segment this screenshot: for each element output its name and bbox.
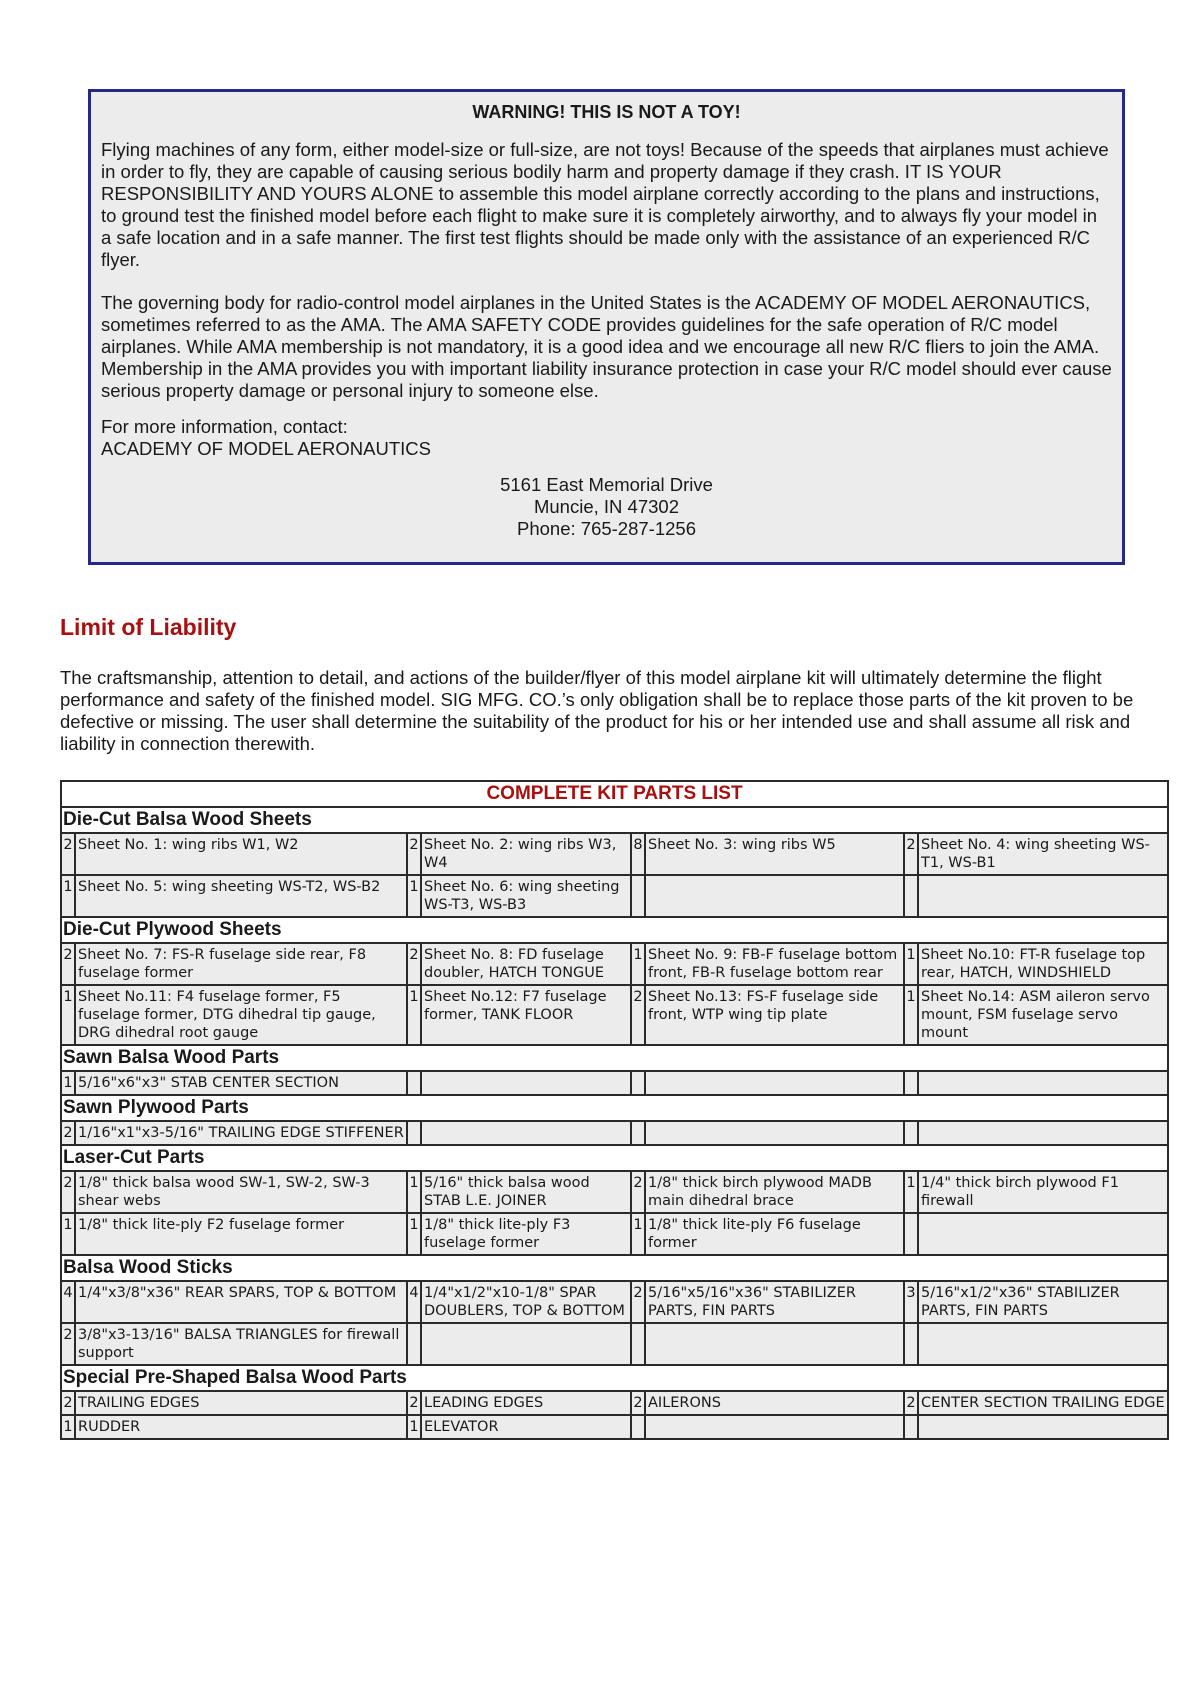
part-quantity: 4 <box>407 1281 421 1323</box>
part-quantity <box>904 1121 918 1145</box>
part-quantity: 2 <box>407 833 421 875</box>
address-city: Muncie, IN 47302 <box>533 496 679 517</box>
part-quantity: 1 <box>407 1415 421 1439</box>
part-description: Sheet No. 3: wing ribs W5 <box>645 833 904 875</box>
part-description: 1/16"x1"x3-5/16" TRAILING EDGE STIFFENER <box>75 1121 407 1145</box>
section-title: Sawn Balsa Wood Parts <box>61 1045 1168 1071</box>
part-quantity <box>407 1071 421 1095</box>
part-description <box>918 1121 1168 1145</box>
part-description: Sheet No.13: FS-F fuselage side front, WTP wing tip plate <box>645 985 904 1045</box>
contact-organization: ACADEMY OF MODEL AERONAUTICS <box>101 438 431 459</box>
part-quantity <box>631 1121 645 1145</box>
part-quantity: 8 <box>631 833 645 875</box>
section-header-row <box>61 1095 1168 1121</box>
parts-row <box>61 1171 1168 1213</box>
part-quantity: 2 <box>631 985 645 1045</box>
section-title: Die-Cut Plywood Sheets <box>61 917 1168 943</box>
part-description: 3/8"x3-13/16" BALSA TRIANGLES for firewall support <box>75 1323 407 1365</box>
part-quantity: 1 <box>407 1171 421 1213</box>
parts-row <box>61 833 1168 875</box>
address-street: 5161 East Memorial Drive <box>500 474 713 495</box>
part-description <box>421 1071 631 1095</box>
parts-row <box>61 1213 1168 1255</box>
part-quantity <box>631 1071 645 1095</box>
part-description: Sheet No.12: F7 fuselage former, TANK FLOOR <box>421 985 631 1045</box>
part-quantity: 2 <box>407 943 421 985</box>
part-quantity: 2 <box>61 1171 75 1213</box>
section-header-row <box>61 1255 1168 1281</box>
parts-row <box>61 875 1168 917</box>
part-quantity: 2 <box>61 943 75 985</box>
parts-row <box>61 1323 1168 1365</box>
part-description: 5/16" thick balsa wood STAB L.E. JOINER <box>421 1171 631 1213</box>
part-quantity: 1 <box>61 985 75 1045</box>
part-description: RUDDER <box>75 1415 407 1439</box>
part-quantity: 2 <box>904 833 918 875</box>
warning-box <box>88 89 1125 565</box>
part-quantity: 2 <box>631 1171 645 1213</box>
part-quantity: 3 <box>904 1281 918 1323</box>
part-quantity <box>904 875 918 917</box>
part-description: CENTER SECTION TRAILING EDGE <box>918 1391 1168 1415</box>
part-description: Sheet No. 9: FB-F fuselage bottom front, FB-R fuselage bottom rear <box>645 943 904 985</box>
part-description <box>645 1415 904 1439</box>
parts-row <box>61 1281 1168 1323</box>
part-description: 5/16"x6"x3" STAB CENTER SECTION <box>75 1071 407 1095</box>
part-quantity: 2 <box>61 833 75 875</box>
part-description: Sheet No. 7: FS-R fuselage side rear, F8 fuselage former <box>75 943 407 985</box>
part-description: 1/8" thick birch plywood MADB main dihedral brace <box>645 1171 904 1213</box>
part-quantity <box>631 875 645 917</box>
liability-paragraph: The craftsmanship, attention to detail, and actions of the builder/flyer of this model airplane kit will ultimately determine the flight performance and safety of the finished model. SIG MFG. CO.’s only obligation shall be to replace those parts of the kit proven to be defective or missing. The user shall determine the suitability of the product for his or her intended use and shall assume all risk and liability in connection therewith. <box>60 667 1134 754</box>
part-description: AILERONS <box>645 1391 904 1415</box>
part-description: Sheet No. 2: wing ribs W3, W4 <box>421 833 631 875</box>
part-quantity: 1 <box>407 1213 421 1255</box>
part-description: Sheet No.14: ASM aileron servo mount, FSM fuselage servo mount <box>918 985 1168 1045</box>
part-description: 1/4" thick birch plywood F1 firewall <box>918 1171 1168 1213</box>
section-header-row <box>61 1145 1168 1171</box>
part-quantity <box>904 1213 918 1255</box>
section-title: Die-Cut Balsa Wood Sheets <box>61 807 1168 833</box>
address-block <box>101 474 1112 540</box>
part-description: 1/8" thick lite-ply F6 fuselage former <box>645 1213 904 1255</box>
part-quantity: 2 <box>61 1323 75 1365</box>
part-quantity: 1 <box>407 875 421 917</box>
section-header-row <box>61 1365 1168 1391</box>
part-quantity: 2 <box>904 1391 918 1415</box>
contact-intro: For more information, contact: <box>101 416 348 437</box>
part-quantity: 1 <box>631 943 645 985</box>
part-quantity: 4 <box>61 1281 75 1323</box>
part-description: Sheet No. 1: wing ribs W1, W2 <box>75 833 407 875</box>
part-description <box>918 1415 1168 1439</box>
warning-paragraph-ama: The governing body for radio-control model airplanes in the United States is the ACADEMY OF MODEL AERONAUTICS, sometimes referred to as the AMA. The AMA SAFETY CODE provides guidelines for the safe operation of R/C model airplanes. While AMA membership is not mandatory, it is a good idea and we encourage all new R/C fliers to join the AMA. Membership in the AMA provides you with important liability insurance protection in case your R/C model should ever cause serious property damage or personal injury to someone else. <box>101 292 1112 401</box>
part-description: Sheet No. 8: FD fuselage doubler, HATCH TONGUE <box>421 943 631 985</box>
part-description: 1/4"x1/2"x10-1/8" SPAR DOUBLERS, TOP & BOTTOM <box>421 1281 631 1323</box>
part-quantity: 1 <box>904 1171 918 1213</box>
section-header-row <box>61 807 1168 833</box>
part-quantity: 1 <box>61 1213 75 1255</box>
part-description <box>645 875 904 917</box>
part-description <box>421 1323 631 1365</box>
part-description: Sheet No. 6: wing sheeting WS-T3, WS-B3 <box>421 875 631 917</box>
section-title: Laser-Cut Parts <box>61 1145 1168 1171</box>
warning-paragraph-safety: Flying machines of any form, either model-size or full-size, are not toys! Because of the speeds that airplanes must achieve in order to fly, they are capable of causing serious bodily harm and property damage if they crash. IT IS YOUR RESPONSIBILITY AND YOURS ALONE to assemble this model airplane correctly according to the plans and instructions, to ground test the finished model before each flight to make sure it is completely airworthy, and to always fly your model in a safe location and in a safe manner. The first test flights should be made only with the assistance of an experienced R/C flyer. <box>101 139 1109 270</box>
parts-row <box>61 985 1168 1045</box>
part-quantity <box>407 1121 421 1145</box>
part-description <box>645 1071 904 1095</box>
part-description <box>918 875 1168 917</box>
parts-list-title: COMPLETE KIT PARTS LIST <box>61 781 1168 807</box>
parts-list-table <box>60 780 1169 1440</box>
part-quantity <box>631 1323 645 1365</box>
part-description: ELEVATOR <box>421 1415 631 1439</box>
part-description: 1/4"x3/8"x36" REAR SPARS, TOP & BOTTOM <box>75 1281 407 1323</box>
warning-title: WARNING! THIS IS NOT A TOY! <box>472 102 741 122</box>
part-description: 1/8" thick lite-ply F2 fuselage former <box>75 1213 407 1255</box>
part-description: TRAILING EDGES <box>75 1391 407 1415</box>
parts-list-title-row <box>61 781 1168 807</box>
part-description: 1/8" thick balsa wood SW-1, SW-2, SW-3 shear webs <box>75 1171 407 1213</box>
section-title: Sawn Plywood Parts <box>61 1095 1168 1121</box>
part-quantity: 1 <box>61 1415 75 1439</box>
part-description: 5/16"x1/2"x36" STABILIZER PARTS, FIN PARTS <box>918 1281 1168 1323</box>
part-quantity <box>407 1323 421 1365</box>
part-description: Sheet No. 4: wing sheeting WS-T1, WS-B1 <box>918 833 1168 875</box>
parts-row <box>61 1391 1168 1415</box>
part-description <box>645 1323 904 1365</box>
part-description <box>918 1213 1168 1255</box>
part-quantity: 2 <box>631 1391 645 1415</box>
part-description: 1/8" thick lite-ply F3 fuselage former <box>421 1213 631 1255</box>
part-description <box>918 1071 1168 1095</box>
contact-block <box>101 416 1112 460</box>
part-quantity: 1 <box>904 985 918 1045</box>
part-description: 5/16"x5/16"x36" STABILIZER PARTS, FIN PARTS <box>645 1281 904 1323</box>
parts-row <box>61 943 1168 985</box>
part-quantity: 2 <box>631 1281 645 1323</box>
part-description: Sheet No. 5: wing sheeting WS-T2, WS-B2 <box>75 875 407 917</box>
part-description: Sheet No.11: F4 fuselage former, F5 fuselage former, DTG dihedral tip gauge, DRG dihedral root gauge <box>75 985 407 1045</box>
part-quantity: 1 <box>407 985 421 1045</box>
parts-row <box>61 1415 1168 1439</box>
part-quantity: 2 <box>407 1391 421 1415</box>
parts-row <box>61 1071 1168 1095</box>
section-header-row <box>61 917 1168 943</box>
part-quantity: 2 <box>61 1391 75 1415</box>
part-description: LEADING EDGES <box>421 1391 631 1415</box>
part-quantity: 1 <box>61 875 75 917</box>
part-quantity: 2 <box>61 1121 75 1145</box>
section-title: Special Pre-Shaped Balsa Wood Parts <box>61 1365 1168 1391</box>
part-quantity: 1 <box>61 1071 75 1095</box>
part-quantity <box>631 1415 645 1439</box>
liability-heading: Limit of Liability <box>60 614 237 640</box>
part-quantity: 1 <box>904 943 918 985</box>
address-phone: Phone: 765-287-1256 <box>517 518 696 539</box>
part-quantity <box>904 1071 918 1095</box>
part-quantity <box>904 1415 918 1439</box>
section-title: Balsa Wood Sticks <box>61 1255 1168 1281</box>
part-description <box>918 1323 1168 1365</box>
part-quantity <box>904 1323 918 1365</box>
parts-row <box>61 1121 1168 1145</box>
part-description: Sheet No.10: FT-R fuselage top rear, HATCH, WINDSHIELD <box>918 943 1168 985</box>
section-header-row <box>61 1045 1168 1071</box>
part-description <box>645 1121 904 1145</box>
part-quantity: 1 <box>631 1213 645 1255</box>
part-description <box>421 1121 631 1145</box>
